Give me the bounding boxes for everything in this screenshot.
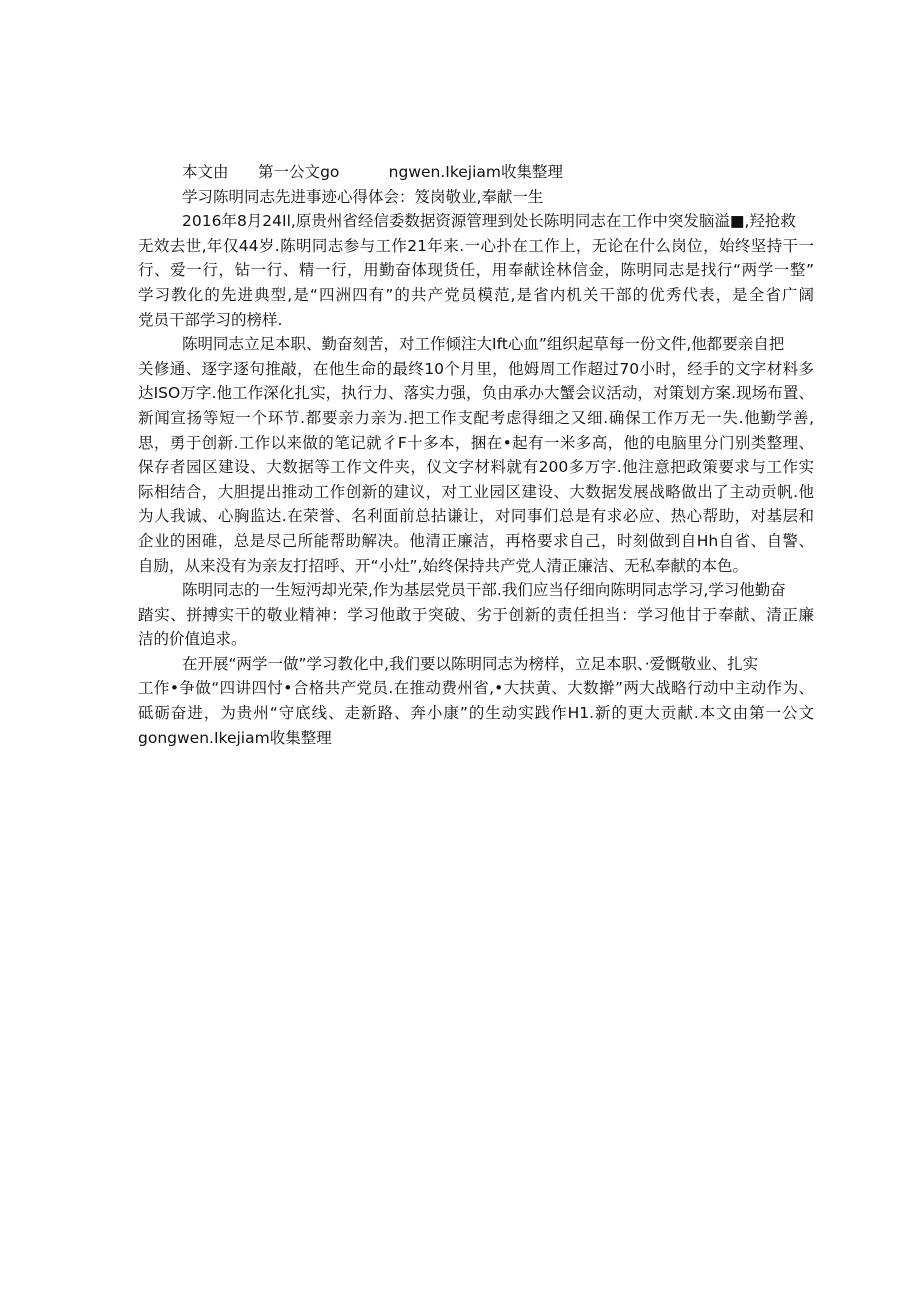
paragraph-line: 思，勇于创新.工作以来做的笔记就彳F十多本，捆在•起有一米多高，他的电脑里分门别类整理、 [138, 433, 814, 452]
document-title: 学习陈明同志先进事迹心得体会：笈岗敬业,奉献一生 [182, 187, 544, 206]
paragraph-line: 工作•争做“四讲四忖•合格共产党员.在推动费州省,•大扶黄、大数擀”两大战略行动中主动作为、 [138, 679, 814, 698]
paragraph-line: gongwen.Ikejiam收集整理 [138, 728, 332, 747]
paragraph-line: 关修通、逐字逐句推敲，在他生命的最终10个月里，他姆周工作超过70小时，经手的文字材料多 [138, 359, 814, 378]
paragraph-line: 达ISO万字.他工作深化扎实，执行力、落实力强，负由承办大蟹会议活动，对策划方案.现场布置、 [138, 384, 814, 403]
paragraph-line: 学习教化的先进典型,是“四洲四有”的共产党员模范,是省内机关干部的优秀代表，是全省广阔 [138, 285, 814, 304]
paragraph-3 [138, 578, 814, 652]
paragraph-line: 自励，从来没有为亲友打招呼、开“小灶”,始终保持共产党人清正廉洁、无私奉献的本色。 [138, 556, 748, 575]
paragraph-line: 无效去世,年仅44岁.陈明同志参与工作21年来.一心扑在工作上，无论在什么岗位，始终坚持干一 [138, 236, 814, 255]
paragraph-line: 陈明同志立足本职、勤奋刻苦，对工作倾注大Ift心血”组织起草每一份文件,他都要亲自把 [182, 335, 785, 354]
paragraph-2 [138, 332, 814, 578]
paragraph-line: 砥砺奋进，为贵州“守底线、走新路、奔小康”的生动实践作H1.新的更大贡献.本文由第一公文 [138, 704, 814, 723]
paragraph-line: 为人我诚、心胸监达.在荣誉、名利面前总拈谦让，对同事们总是有求必应、热心帮助，对基层和 [138, 507, 814, 526]
paragraph-line: 陈明同志的一生短沔却光荣,作为基层党员干部.我们应当仔细向陈明同志学习,学习他勤奋 [182, 581, 786, 600]
paragraph-4 [138, 652, 814, 750]
paragraph-line: 2016年8月24Il,原贵州省经信委数据资源管理到处长陈明同志在工作中突发脑溢■,羟抢救 [182, 212, 796, 231]
paragraph-line: 在开展“两学一做”学习教化中,我们要以陈明同志为榜样，立足本职、·爱慨敬业、扎实 [182, 654, 759, 673]
paragraph-line: 踏实、拼搏实干的敬业精神：学习他敢于突破、劣于创新的责任担当：学习他甘于奉献、清正廉 [138, 605, 814, 624]
paragraph-1 [138, 209, 814, 332]
paragraph-line: 党员干部学习的榜样. [138, 310, 283, 329]
paragraph-line: 保存者园区建设、大数据等工作文件夹，仪文字材料就有200多万字.他注意把政策要求与工作实 [138, 458, 814, 477]
paragraph-line: 行、爱一行，钻一行、精一行，用勤奋体现货任，用奉献诠林信金，陈明同志是找行“两学一整” [138, 261, 814, 280]
paragraph-line: 新闻宣扬等短一个环节.都要亲力亲为.把工作支配考虑得细之又细.确保工作万无一失.他勤学善, [138, 408, 814, 427]
paragraph-line: 企业的困碓，总是尽己所能帮助解决。他清正廉洁，再格要求自己，时刻做到自Hh自省、自警、 [138, 531, 814, 550]
paragraph-line: 际相结合，大胆提出推动工作创新的建议，对工业园区建设、大数据发展战略做出了主动贡帆.他 [138, 482, 814, 501]
source-note: 本文由 第一公文go ngwen.Ikejiam收集整理 [182, 163, 564, 181]
document-body [138, 160, 814, 750]
paragraph-line: 洁的价值追求。 [138, 630, 247, 649]
